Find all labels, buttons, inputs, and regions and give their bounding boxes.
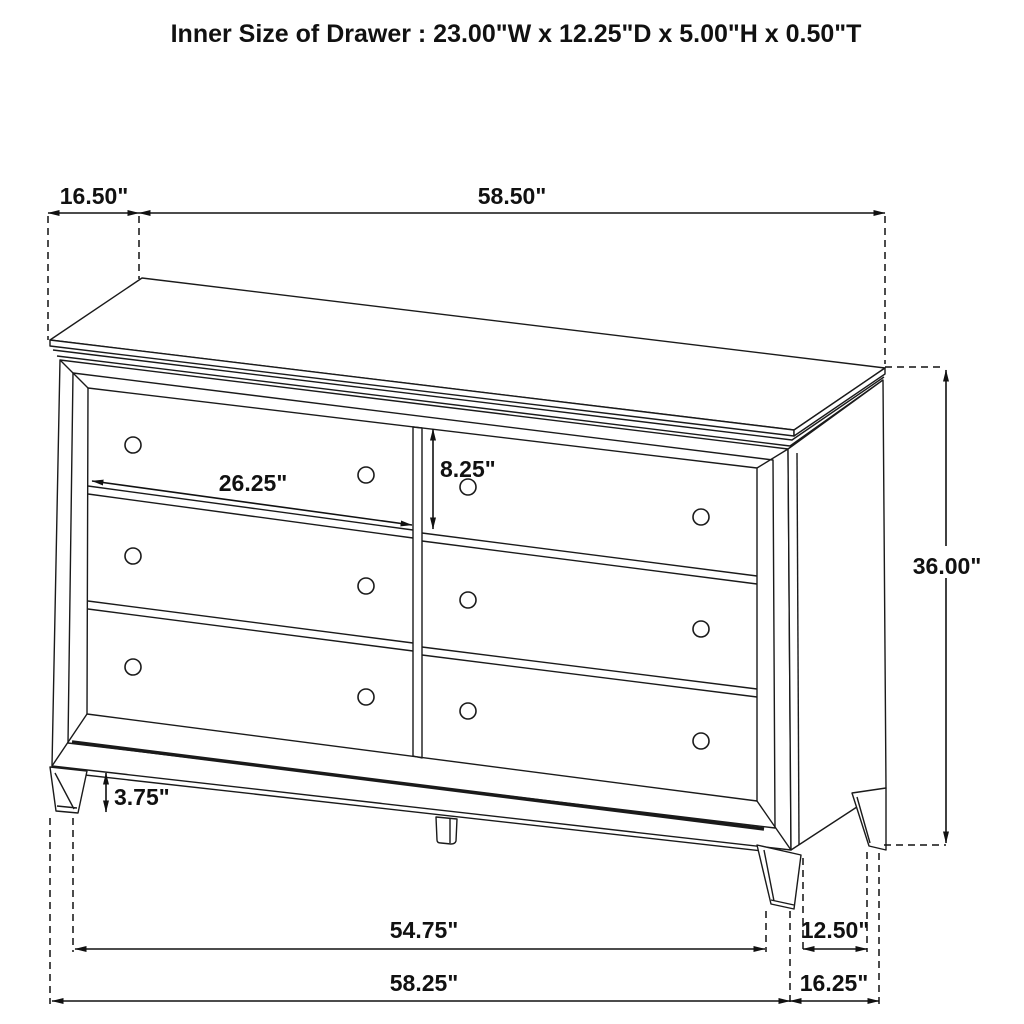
knob	[693, 621, 709, 637]
dresser-illustration	[50, 278, 886, 909]
dim-label-top-depth: 16.50"	[59, 183, 129, 209]
knob	[358, 467, 374, 483]
dim-label-base-side-depth: 12.50"	[800, 917, 870, 943]
knob	[358, 578, 374, 594]
knob	[693, 509, 709, 525]
dim-label-top-width: 58.50"	[477, 183, 547, 209]
center-leg	[436, 817, 457, 844]
case-side-panel	[788, 380, 886, 850]
knob	[125, 437, 141, 453]
front-right-leg	[757, 845, 801, 909]
knob	[693, 733, 709, 749]
knob	[460, 592, 476, 608]
dim-label-drawer-face-height: 8.25"	[440, 456, 496, 482]
knob	[358, 689, 374, 705]
knob	[125, 659, 141, 675]
dim-label-base-inner-width: 54.75"	[389, 917, 459, 943]
dim-label-base-width: 58.25"	[389, 970, 459, 996]
dim-label-side-depth: 16.25"	[799, 970, 869, 996]
page-title: Inner Size of Drawer : 23.00"W x 12.25"D x 5.00"H x 0.50"T	[170, 20, 862, 48]
dim-label-leg-height: 3.75"	[114, 784, 170, 810]
dim-label-drawer-width: 26.25"	[218, 470, 288, 496]
dim-label-overall-height: 36.00"	[912, 553, 982, 579]
knob	[125, 548, 141, 564]
knob	[460, 703, 476, 719]
